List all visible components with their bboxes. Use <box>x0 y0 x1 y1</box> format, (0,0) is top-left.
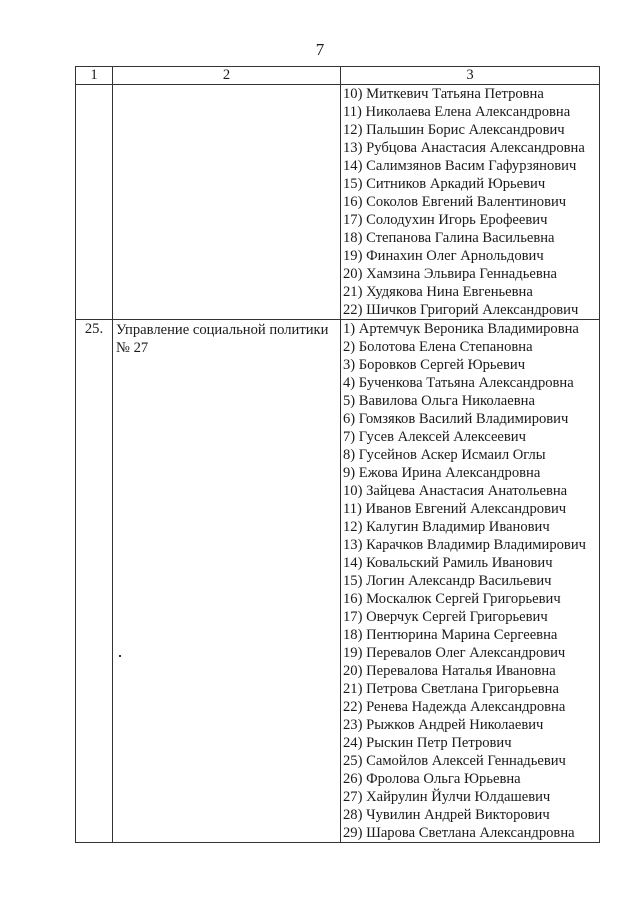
person-name: 19) Перевалов Олег Александрович <box>343 645 566 661</box>
person-name: 23) Рыжков Андрей Николаевич <box>343 717 544 733</box>
person-name: 4) Бученкова Татьяна Александровна <box>343 375 574 391</box>
names-list <box>341 320 600 843</box>
person-name: 14) Ковальский Рамиль Иванович <box>343 555 553 571</box>
person-name: 20) Хамзина Эльвира Геннадьевна <box>343 266 558 282</box>
person-name: 6) Гомзяков Василий Владимирович <box>343 411 569 427</box>
person-name: 28) Чувилин Андрей Викторович <box>343 807 550 823</box>
person-name: 12) Калугин Владимир Иванович <box>343 519 550 535</box>
person-name: 10) Зайцева Анастасия Анатольевна <box>343 483 568 499</box>
row-number: 25. <box>76 320 113 843</box>
personnel-table <box>75 66 600 843</box>
person-name: 13) Карачков Владимир Владимирович <box>343 537 586 553</box>
organization-name <box>113 85 341 320</box>
header-col-2: 2 <box>113 67 341 85</box>
person-name: 22) Шичков Григорий Александрович <box>343 302 579 318</box>
person-name: 2) Болотова Елена Степановна <box>343 339 533 355</box>
person-name: 21) Петрова Светлана Григорьевна <box>343 681 559 697</box>
person-name: 20) Перевалова Наталья Ивановна <box>343 663 556 679</box>
person-name: 16) Соколов Евгений Валентинович <box>343 194 567 210</box>
table-row <box>76 320 600 843</box>
person-name: 18) Степанова Галина Васильевна <box>343 230 555 246</box>
names-list <box>341 85 600 320</box>
scan-artifact-dot <box>119 655 121 657</box>
header-col-3: 3 <box>341 67 600 85</box>
table-row <box>76 85 600 320</box>
header-col-1: 1 <box>76 67 113 85</box>
row-number <box>76 85 113 320</box>
person-name: 18) Пентюрина Марина Сергеевна <box>343 627 558 643</box>
person-name: 1) Артемчук Вероника Владимировна <box>343 321 579 337</box>
organization-name: Управление социальной политики № 27 <box>113 320 341 843</box>
person-name: 29) Шарова Светлана Александровна <box>343 825 575 841</box>
person-name: 26) Фролова Ольга Юрьевна <box>343 771 521 787</box>
person-name: 15) Логин Александр Васильевич <box>343 573 552 589</box>
page-number: 7 <box>315 40 325 59</box>
person-name: 8) Гусейнов Аскер Исмаил Оглы <box>343 447 546 463</box>
person-name: 3) Боровков Сергей Юрьевич <box>343 357 526 373</box>
person-name: 21) Худякова Нина Евгеньевна <box>343 284 533 300</box>
person-name: 12) Пальшин Борис Александрович <box>343 122 565 138</box>
person-name: 15) Ситников Аркадий Юрьевич <box>343 176 546 192</box>
person-name: 17) Оверчук Сергей Григорьевич <box>343 609 548 625</box>
person-name: 17) Солодухин Игорь Ерофеевич <box>343 212 548 228</box>
person-name: 13) Рубцова Анастасия Александровна <box>343 140 585 156</box>
person-name: 5) Вавилова Ольга Николаевна <box>343 393 535 409</box>
person-name: 25) Самойлов Алексей Геннадьевич <box>343 753 566 769</box>
person-name: 11) Николаева Елена Александровна <box>343 104 571 120</box>
person-name: 11) Иванов Евгений Александрович <box>343 501 567 517</box>
person-name: 16) Москалюк Сергей Григорьевич <box>343 591 561 607</box>
person-name: 7) Гусев Алексей Алексеевич <box>343 429 526 445</box>
person-name: 19) Финахин Олег Арнольдович <box>343 248 544 264</box>
table-header-row <box>76 67 600 85</box>
person-name: 9) Ежова Ирина Александровна <box>343 465 541 481</box>
person-name: 24) Рыскин Петр Петрович <box>343 735 512 751</box>
person-name: 22) Ренева Надежда Александровна <box>343 699 566 715</box>
person-name: 14) Салимзянов Васим Гафурзянович <box>343 158 577 174</box>
person-name: 10) Миткевич Татьяна Петровна <box>343 86 544 102</box>
person-name: 27) Хайрулин Йулчи Юлдашевич <box>343 789 551 805</box>
